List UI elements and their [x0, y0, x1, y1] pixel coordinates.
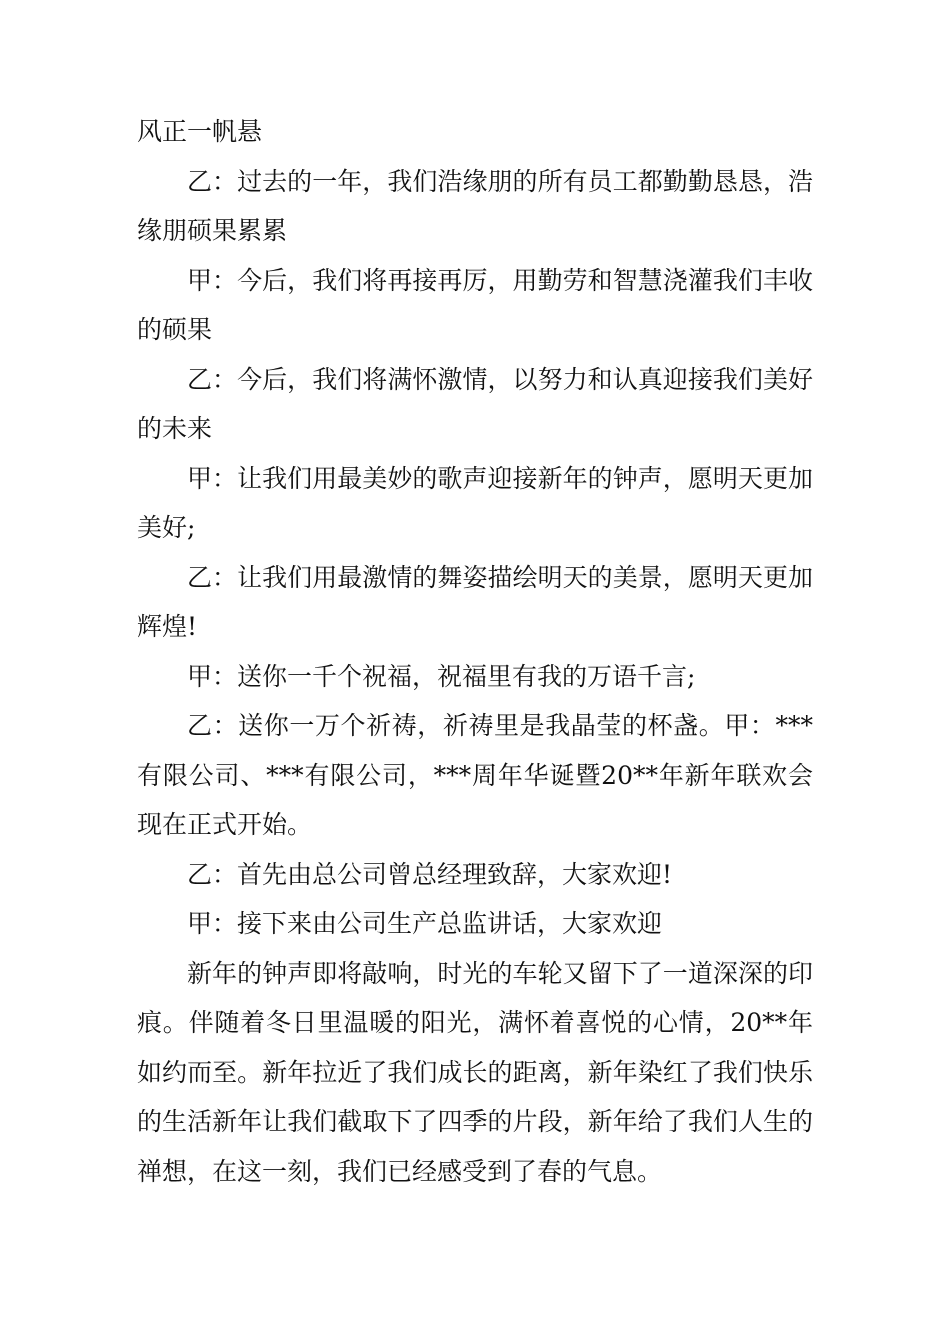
dialogue-line-yi: 乙：送你一万个祈祷，祈祷里是我晶莹的杯盏。甲：***有限公司、***有限公司，***周年华诞暨20**年新年联欢会现在正式开始。 [137, 711, 813, 839]
dialogue-line-jia: 甲：今后，我们将再接再厉，用勤劳和智慧浇灌我们丰收的硕果 [137, 265, 813, 344]
narrative-paragraph: 新年的钟声即将敲响，时光的车轮又留下了一道深深的印痕。伴随着冬日里温暖的阳光，满怀着喜悦的心情，20**年如约而至。新年拉近了我们成长的距离，新年染红了我们快乐的生活新年让我们截取下了四季的片段，新年给了我们人生的禅想，在这一刻，我们已经感受到了春的气息。 [137, 958, 813, 1186]
paragraph-continuation: 风正一帆悬 [137, 117, 263, 146]
dialogue-line-yi: 乙：首先由总公司曾总经理致辞，大家欢迎! [187, 859, 673, 889]
dialogue-line-yi: 乙：过去的一年，我们浩缘朋的所有员工都勤勤恳恳，浩缘朋硕果累累 [137, 166, 813, 245]
document-body [137, 107, 813, 1196]
dialogue-line-jia: 甲：送你一千个祝福，祝福里有我的万语千言; [187, 661, 696, 691]
dialogue-line-yi: 乙：让我们用最激情的舞姿描绘明天的美景，愿明天更加辉煌! [137, 562, 813, 641]
dialogue-line-jia: 甲：让我们用最美妙的歌声迎接新年的钟声，愿明天更加美好; [137, 463, 813, 542]
dialogue-line-yi: 乙：今后，我们将满怀激情，以努力和认真迎接我们美好的未来 [137, 364, 813, 443]
dialogue-line-jia: 甲：接下来由公司生产总监讲话，大家欢迎 [187, 909, 663, 938]
